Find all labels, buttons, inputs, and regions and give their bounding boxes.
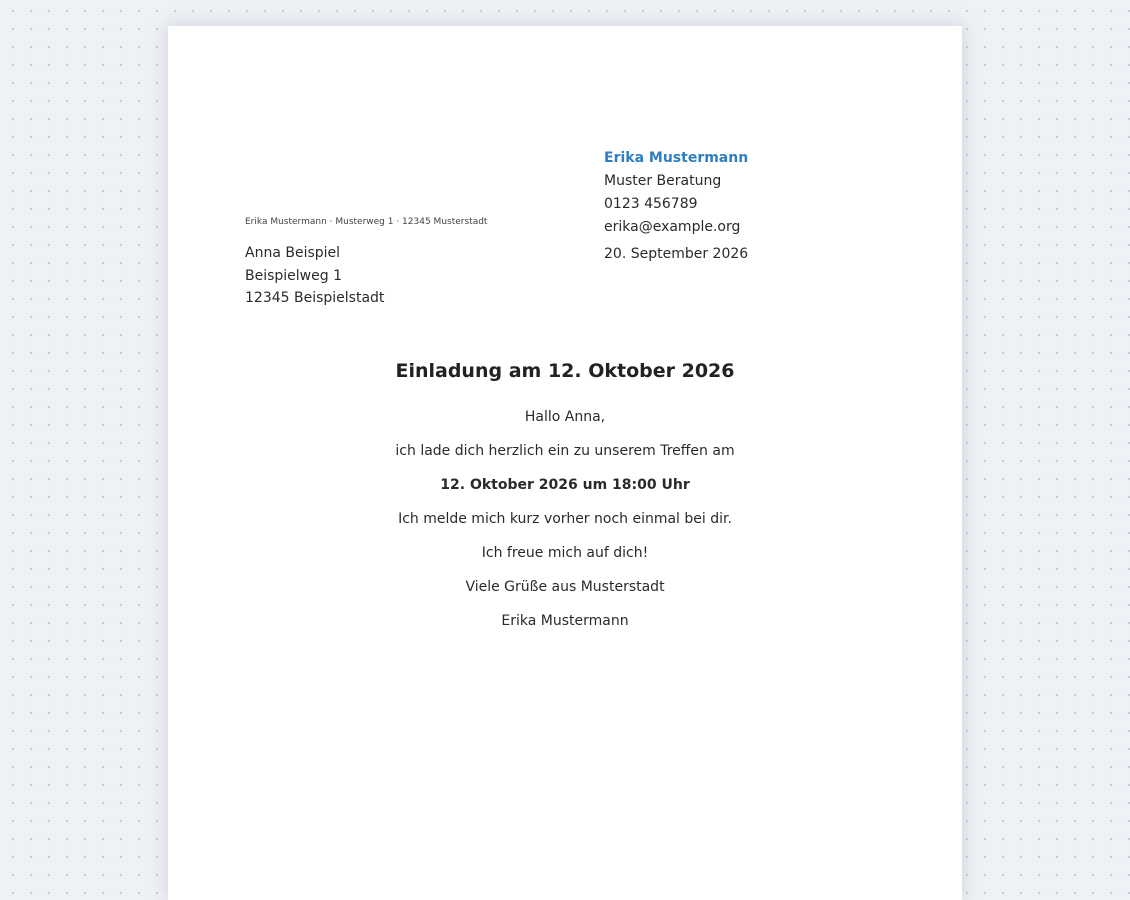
sender-name: Erika Mustermann <box>604 150 749 166</box>
body-line-looking-forward: Ich freue mich auf dich! <box>481 545 649 561</box>
recipient-address <box>245 242 384 310</box>
body-line-followup: Ich melde mich kurz vorher noch einmal bei dir. <box>398 511 732 527</box>
letter-body <box>168 408 962 646</box>
return-address-line: Erika Mustermann · Musterweg 1 · 12345 Musterstadt <box>245 217 488 227</box>
letter-date: 20. September 2026 <box>604 246 749 262</box>
sender-company: Muster Beratung <box>604 173 722 189</box>
greeting: Hallo Anna, <box>524 409 606 425</box>
body-line-invitation: ich lade dich herzlich ein zu unserem Treffen am <box>395 443 735 459</box>
closing: Viele Grüße aus Musterstadt <box>465 579 665 595</box>
event-datetime: 12. Oktober 2026 um 18:00 Uhr <box>440 477 690 493</box>
letter-subject: Einladung am 12. Oktober 2026 <box>395 360 735 382</box>
letter-page <box>168 26 962 900</box>
signature: Erika Mustermann <box>501 613 629 629</box>
sender-phone: 0123 456789 <box>604 196 698 212</box>
sender-email: erika@example.org <box>604 219 741 235</box>
recipient-street: Beispielweg 1 <box>245 267 342 284</box>
recipient-city: 12345 Beispielstadt <box>245 290 385 306</box>
recipient-name: Anna Beispiel <box>245 245 341 261</box>
sender-block <box>604 147 748 239</box>
